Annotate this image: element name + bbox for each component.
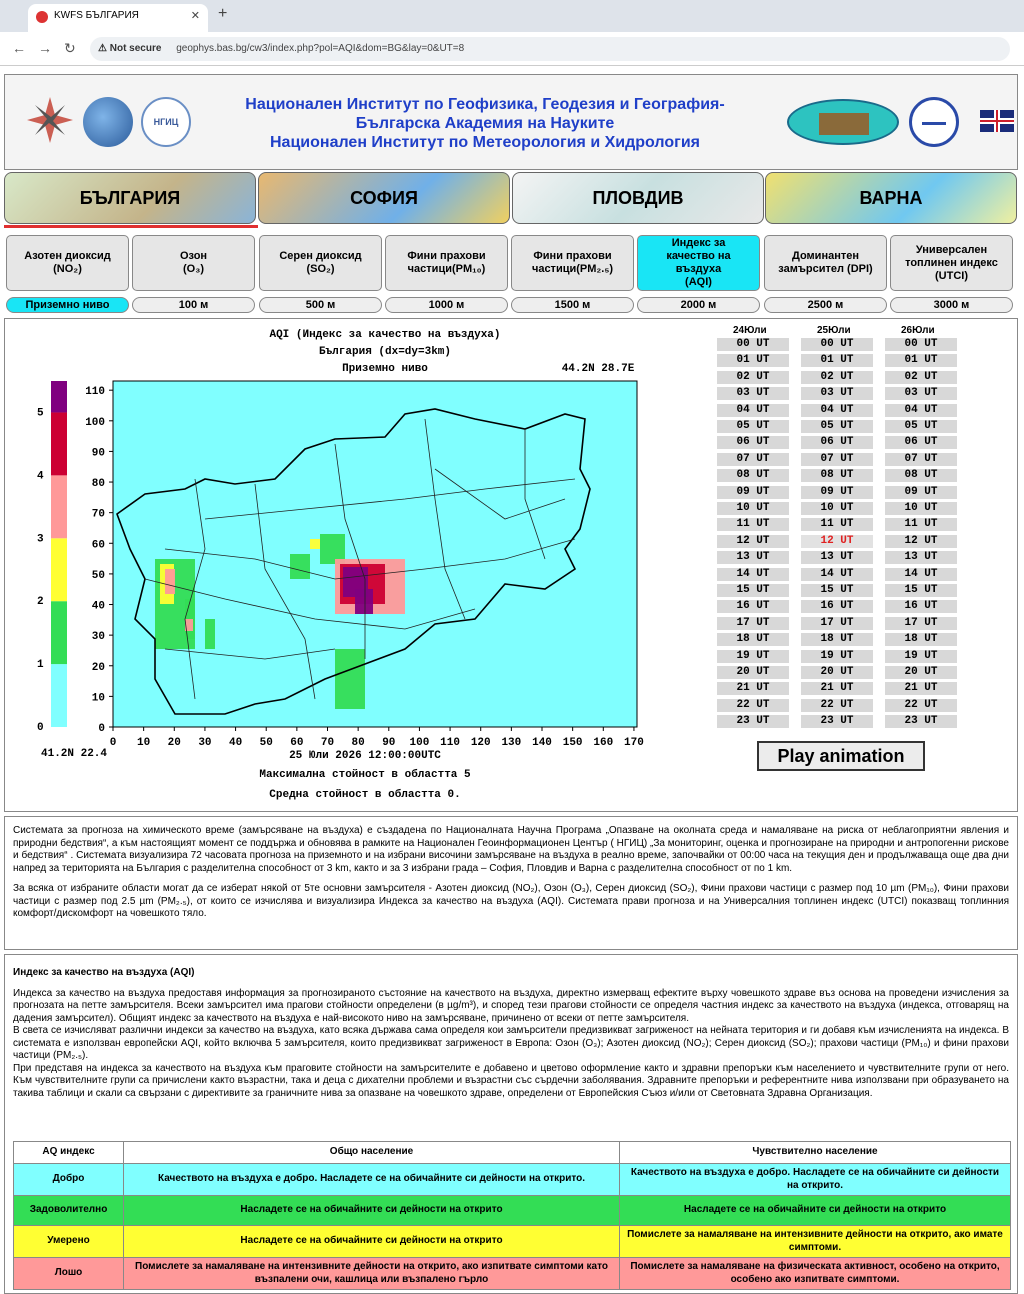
hour-button[interactable]: 19 UT — [885, 650, 957, 663]
table-cell-sensitive: Помислете за намаляване на интензивните дейности на открито, ако имате симптоми. — [620, 1226, 1011, 1258]
hour-button[interactable]: 01 UT — [801, 354, 873, 367]
table-cell-general: Качеството на въздуха е добро. Насладете се на обичайните си дейности на открито. — [124, 1164, 620, 1196]
pollutant-button-line: частици(PM₁₀) — [407, 263, 486, 275]
x-tick-label: 0 — [109, 737, 117, 749]
play-animation-button[interactable]: Play animation — [757, 741, 925, 771]
browser-tab[interactable] — [28, 4, 208, 32]
hour-button[interactable]: 05 UT — [801, 420, 873, 433]
pollutant-button-line: частици(PM₂.₅) — [531, 263, 614, 275]
x-tick-label: 20 — [167, 737, 181, 749]
header-title-line2: Българска Академия на Науките — [355, 115, 615, 132]
y-tick-label: 110 — [85, 386, 105, 399]
hour-button[interactable]: 03 UT — [717, 387, 789, 400]
map-level-label: Приземно ниво — [342, 363, 428, 375]
english-flag-icon[interactable] — [980, 110, 1014, 132]
hour-button[interactable]: 02 UT — [801, 371, 873, 384]
aqi-table — [13, 1141, 1011, 1290]
tab-sofia[interactable]: СОФИЯ — [258, 172, 510, 224]
not-secure-badge[interactable]: ⚠ Not secure — [98, 43, 162, 54]
table-cell-sensitive: Насладете се на обичайните си дейности на открито — [620, 1196, 1011, 1226]
pollutant-button-1[interactable] — [132, 235, 255, 291]
x-tick-label: 160 — [593, 737, 614, 749]
hour-button[interactable]: 15 UT — [717, 584, 789, 597]
scale-segment — [51, 412, 67, 475]
hour-button[interactable]: 06 UT — [717, 436, 789, 449]
table-row — [14, 1258, 1011, 1290]
level-button-6[interactable]: 2500 м — [764, 297, 887, 313]
scale-label: 0 — [37, 722, 44, 734]
table-row — [14, 1196, 1011, 1226]
x-tick-label: 110 — [440, 737, 460, 749]
pollutant-button-line: (NO₂) — [53, 263, 82, 275]
table-cell-name: Умерено — [14, 1226, 124, 1258]
header-title-line1: Национален Институт по Геофизика, Геодезия и География- — [245, 96, 725, 113]
info-paragraph-2: За всяка от избраните области могат да се изберат някой от 5те основни замърсителя - Азотен диоксид (NO₂), Озон (O₃), Серен диоксид (SO₂), Фини прахови частици с размер под 10 µm (PM₁₀), Фини прахови частици с размер под 2.5 µm (PM₂.₅), от които се изчислява и визуализира Индекса за качество на въздуха (AQI). Системата прави прогноза и на Универсалния топлинен индекс (UTCI) показващ топлинния комфорт/дискомфорт на човешкото тяло. — [13, 883, 1009, 919]
info-paragraph-1: Системата за прогноза на химическото време (замърсяване на въздуха) е създадена по Националната Научна Програма „Опазване на околната среда и намаляване на риска от неблагоприятни явления и природни бедствия“, а към настоящият момент се поддържа и обновява в рамките на Национален Геоинформационен Център ( НГИЦ) „За мониторинг, оценка и прогнозиране на природни и антропогенни рискове и бедствия“ . Системата визуализира 72 часовата прогноза на приземното и на избрани височини замърсяване на въздуха в реално време, започвайки от 00:00 часа на текущия ден и продължаваща още два дни напред за територията на България с разделителна способност от 3 km, както и за 3 избрани града – София, Пловдив и Варна с разделителна способност от по 1 km. — [13, 825, 1009, 874]
star-logo-icon — [25, 95, 75, 145]
table-cell-name: Задоволително — [14, 1196, 124, 1226]
hour-button[interactable]: 23 UT — [885, 715, 957, 728]
hour-button[interactable]: 16 UT — [801, 600, 873, 613]
favicon-icon — [36, 11, 48, 23]
day-header-0: 24Юли — [733, 325, 767, 336]
pollutant-button-line: (AQI) — [685, 276, 712, 288]
hour-button[interactable]: 12 UT — [717, 535, 789, 548]
hour-button[interactable]: 08 UT — [885, 469, 957, 482]
x-tick-label: 90 — [382, 737, 396, 749]
scale-segment — [51, 601, 67, 664]
hour-button[interactable]: 21 UT — [717, 682, 789, 695]
hour-button[interactable]: 13 UT — [801, 551, 873, 564]
map-datetime: 25 Юли 2026 12:00:00UTC — [289, 750, 441, 762]
hour-button[interactable]: 23 UT — [801, 715, 873, 728]
x-tick-label: 130 — [501, 737, 522, 749]
active-region-indicator — [4, 225, 258, 228]
hour-button[interactable]: 19 UT — [801, 650, 873, 663]
pollutant-button-2[interactable] — [259, 235, 382, 291]
table-header-index: AQ индекс — [14, 1142, 124, 1164]
hour-button[interactable]: 10 UT — [801, 502, 873, 515]
pollutant-button-4[interactable] — [511, 235, 634, 291]
hour-button[interactable]: 11 UT — [801, 518, 873, 531]
hour-button[interactable]: 12 UT — [885, 535, 957, 548]
url-input[interactable] — [90, 37, 1010, 61]
hour-button[interactable]: 00 UT — [801, 338, 873, 351]
level-button-4[interactable]: 1500 м — [511, 297, 634, 313]
hour-button[interactable]: 06 UT — [885, 436, 957, 449]
hour-button[interactable]: 18 UT — [885, 633, 957, 646]
hour-button[interactable]: 20 UT — [801, 666, 873, 679]
pollutant-button-line: качество на — [666, 250, 731, 262]
level-button-1[interactable]: 100 м — [132, 297, 255, 313]
hour-button[interactable]: 04 UT — [885, 404, 957, 417]
hour-button[interactable]: 13 UT — [717, 551, 789, 564]
ngic-logo-icon: НГИЦ — [141, 97, 191, 147]
y-tick-label: 100 — [85, 416, 105, 429]
table-cell-general: Насладете се на обичайните си дейности на открито — [124, 1196, 620, 1226]
table-header-sensitive: Чувствително население — [620, 1142, 1011, 1164]
aqi-map[interactable] — [5, 319, 705, 813]
hour-button[interactable]: 02 UT — [717, 371, 789, 384]
map-corner-ne: 44.2N 28.7E — [561, 363, 635, 375]
x-tick-label: 70 — [320, 737, 335, 749]
hour-button[interactable]: 01 UT — [717, 354, 789, 367]
table-cell-sensitive: Помислете за намаляване на физическата активност, особено на открито, особено ако изпитвате симптоми. — [620, 1258, 1011, 1290]
table-cell-sensitive: Качеството на въздуха е добро. Насладете се на обичайните си дейности на открито. — [620, 1164, 1011, 1196]
hour-button[interactable]: 21 UT — [801, 682, 873, 695]
hour-button[interactable]: 08 UT — [717, 469, 789, 482]
hour-button[interactable]: 07 UT — [717, 453, 789, 466]
hour-button[interactable]: 16 UT — [885, 600, 957, 613]
aqi-patch — [290, 554, 310, 579]
hour-button[interactable]: 23 UT — [717, 715, 789, 728]
hour-button[interactable]: 21 UT — [885, 682, 957, 695]
scale-label: 3 — [37, 533, 44, 546]
tab-plovdiv[interactable]: ПЛОВДИВ — [512, 172, 764, 224]
pollutant-button-line: Серен диоксид — [279, 250, 362, 262]
hour-button[interactable]: 14 UT — [717, 568, 789, 581]
aqi-paragraph-3: При представя на индекса за качеството на въздуха към праговите стойности на замърсителите е добавено и цветово оформление както и здравни препоръки към населението и чувствителните групи от него. Към чувствителните групи са причислени както възрастни, така и деца с дихателни проблеми и възрастни със сърдечни заболявания. Здравните препоръки и референтните нива използвани при образуването на такива таблици и скали са свързани с директивите за граничните нива за опазване на човешкото здраве, определени от Европейския Съюз и/или от Световната Здравна Организация. — [13, 1062, 1009, 1099]
pollutant-button-line: Фини прахови — [407, 250, 486, 262]
y-tick-label: 60 — [91, 539, 105, 552]
aqi-patch — [310, 539, 320, 549]
hour-button[interactable]: 03 UT — [801, 387, 873, 400]
day-header-1: 25Юли — [817, 325, 851, 336]
x-tick-label: 140 — [532, 737, 552, 749]
new-tab-icon[interactable]: + — [218, 5, 228, 22]
scale-label: 4 — [37, 470, 44, 483]
forward-icon[interactable]: → — [38, 40, 52, 56]
hour-button[interactable]: 01 UT — [885, 354, 957, 367]
x-tick-label: 80 — [351, 737, 365, 749]
tab-title: KWFS БЪЛГАРИЯ — [54, 10, 139, 21]
hour-button[interactable]: 16 UT — [717, 600, 789, 613]
y-tick-label: 90 — [91, 447, 105, 460]
hour-button[interactable]: 17 UT — [717, 617, 789, 630]
tab-varna[interactable]: ВАРНА — [765, 172, 1017, 224]
x-tick-label: 100 — [409, 737, 430, 749]
map-subtitle: България (dx=dy=3km) — [318, 346, 452, 358]
x-tick-label: 10 — [137, 737, 151, 749]
map-title: AQI (Индекс за качество на въздуха) — [269, 329, 501, 341]
hour-button[interactable]: 00 UT — [717, 338, 789, 351]
hour-button[interactable]: 17 UT — [801, 617, 873, 630]
scale-segment — [51, 381, 67, 412]
pollutant-button-3[interactable] — [385, 235, 508, 291]
hour-button[interactable]: 05 UT — [885, 420, 957, 433]
map-max-value: Максимална стойност в областта 5 — [259, 769, 471, 781]
y-tick-label: 70 — [91, 508, 105, 521]
y-tick-label: 10 — [91, 692, 105, 705]
scale-segment — [51, 664, 67, 727]
pollutant-button-line: Озон — [179, 250, 208, 262]
aqi-patch — [355, 589, 373, 614]
hour-button[interactable]: 05 UT — [717, 420, 789, 433]
hour-button[interactable]: 20 UT — [885, 666, 957, 679]
url-text: geophys.bas.bg/cw3/index.php?pol=AQI&dom=BG&lay=0&UT=8 — [176, 43, 465, 54]
tab-bulgaria[interactable]: БЪЛГАРИЯ — [4, 172, 256, 224]
hour-button[interactable]: 09 UT — [717, 486, 789, 499]
hour-button[interactable]: 22 UT — [801, 699, 873, 712]
hour-button[interactable]: 18 UT — [717, 633, 789, 646]
browser-tab-bar — [0, 0, 1024, 32]
header-title — [175, 95, 795, 152]
scale-label: 1 — [37, 659, 44, 672]
pollutant-button-line: (O₃) — [183, 263, 204, 275]
pollutant-button-line: Универсален — [915, 243, 988, 256]
site-header — [4, 74, 1018, 170]
hour-button[interactable]: 14 UT — [801, 568, 873, 581]
hour-button[interactable]: 04 UT — [801, 404, 873, 417]
hour-button[interactable]: 13 UT — [885, 551, 957, 564]
pollutant-button-line: Азотен диоксид — [24, 250, 111, 262]
system-info — [4, 816, 1018, 950]
aqi-section — [4, 954, 1018, 1294]
y-tick-label: 40 — [91, 600, 105, 613]
aqi-patch — [205, 619, 215, 649]
y-tick-label: 30 — [91, 631, 105, 644]
hour-button[interactable]: 11 UT — [717, 518, 789, 531]
hour-button[interactable]: 12 UT — [801, 535, 873, 548]
hour-button[interactable]: 22 UT — [717, 699, 789, 712]
hour-button[interactable]: 20 UT — [717, 666, 789, 679]
pollutant-button-line: топлинен индекс — [905, 256, 998, 269]
table-cell-general: Насладете се на обичайните си дейности на открито — [124, 1226, 620, 1258]
scale-segment — [51, 538, 67, 601]
day-header-2: 26Юли — [901, 325, 935, 336]
map-avg-value: Средна стойност в областта 0. — [269, 789, 461, 801]
hour-button[interactable]: 18 UT — [801, 633, 873, 646]
aqi-paragraph-1: Индекса за качество на въздуха предоставя информация за прогнозираното състояние на качеството на въздуха, директно измерващ ефектите върху човешкото здраве въз основа на проведени изчисления за прогнозата на петте замърсителя. Всеки замърсител има прагови стойности определени (в µg/m³), и според тези прагови стойности се определя частния индекс за качеството на въздуха (индекса, отговарящ на дадения замърсител). Общият индекс за качеството на въздуха е най-високото ниво на замърсяване, причинено от всеки от петте замърсителя. — [13, 987, 1009, 1024]
hour-button[interactable]: 06 UT — [801, 436, 873, 449]
map-background — [113, 381, 637, 727]
y-tick-label: 0 — [98, 723, 105, 735]
table-header-general: Общо население — [124, 1142, 620, 1164]
table-cell-name: Добро — [14, 1164, 124, 1196]
aqi-patch — [165, 569, 175, 594]
close-tab-icon[interactable]: ✕ — [190, 10, 200, 22]
table-cell-name: Лошо — [14, 1258, 124, 1290]
x-tick-label: 40 — [228, 737, 243, 749]
scale-label: 5 — [37, 407, 44, 420]
hour-button[interactable]: 04 UT — [717, 404, 789, 417]
pollutant-button-line: Фини прахови — [533, 250, 612, 262]
hour-button[interactable]: 11 UT — [885, 518, 957, 531]
pollutant-button-line: (UTCI) — [935, 269, 968, 282]
pollutant-button-0[interactable] — [6, 235, 129, 291]
hour-button[interactable]: 22 UT — [885, 699, 957, 712]
address-bar — [0, 32, 1024, 66]
level-button-7[interactable]: 3000 м — [890, 297, 1013, 313]
pollutant-button-5[interactable] — [637, 235, 760, 291]
level-button-0[interactable]: Приземно ниво — [6, 297, 129, 313]
hour-button[interactable]: 09 UT — [801, 486, 873, 499]
x-tick-label: 30 — [198, 737, 212, 749]
hour-button[interactable]: 07 UT — [885, 453, 957, 466]
pollutant-button-line: въздуха — [675, 263, 722, 275]
hour-button[interactable]: 15 UT — [885, 584, 957, 597]
hour-button[interactable]: 02 UT — [885, 371, 957, 384]
hour-button[interactable]: 19 UT — [717, 650, 789, 663]
hour-button[interactable]: 14 UT — [885, 568, 957, 581]
header-title-line3: Национален Институт по Метеорология и Хидрология — [270, 134, 700, 151]
x-tick-label: 60 — [290, 737, 304, 749]
map-panel — [4, 318, 1018, 812]
table-cell-general: Помислете за намаляване на интензивните дейности на открито, ако изпитвате симптоми като възпалени очи, кашлица или възпалено гърло — [124, 1258, 620, 1290]
geophysics-logo-icon — [83, 97, 133, 147]
pollutant-button-line: Доминантен — [792, 250, 859, 262]
level-button-5[interactable]: 2000 м — [637, 297, 760, 313]
aqi-paragraph-2: В света се изчисляват различни индекси за качество на въздуха, като всяка държава сама определя кои замърсители предизвикват загриженост на нейната територия и ги добавя към изчисленията на индекса. В системата е използван европейски AQI, който включва 5 замърсителя, които предизвикват загриженост в Европа: Озон (O₃); Азотен диоксид (NO₂); Серен диоксид (SO₂); прахови частици (PM₁₀) и фини прахови частици (PM₂.₅). — [13, 1025, 1009, 1061]
aqi-patch — [335, 649, 365, 709]
hour-button[interactable]: 00 UT — [885, 338, 957, 351]
y-tick-label: 80 — [91, 478, 105, 491]
x-tick-label: 170 — [624, 737, 644, 749]
pollutant-button-7[interactable] — [890, 235, 1013, 291]
pollutant-button-line: Индекс за — [671, 237, 726, 249]
hour-button[interactable]: 17 UT — [885, 617, 957, 630]
hour-button[interactable]: 09 UT — [885, 486, 957, 499]
y-tick-label: 20 — [91, 661, 105, 674]
x-tick-label: 150 — [562, 737, 583, 749]
nimh-logo-icon — [909, 97, 959, 147]
scale-label: 2 — [37, 596, 44, 609]
pollutant-button-line: замърсител (DPI) — [778, 263, 873, 275]
table-row — [14, 1164, 1011, 1196]
hour-button[interactable]: 07 UT — [801, 453, 873, 466]
scale-segment — [51, 475, 67, 538]
x-tick-label: 50 — [259, 737, 273, 749]
hour-button[interactable]: 03 UT — [885, 387, 957, 400]
map-corner-sw: 41.2N 22.4 — [41, 748, 108, 760]
aqi-heading: Индекс за качество на въздуха (AQI) — [13, 967, 195, 978]
reload-icon[interactable]: ↻ — [64, 40, 76, 56]
bas-building-logo-icon — [787, 99, 899, 145]
hour-button[interactable]: 10 UT — [885, 502, 957, 515]
pollutant-button-line: (SO₂) — [306, 263, 335, 275]
table-row — [14, 1226, 1011, 1258]
hour-button[interactable]: 08 UT — [801, 469, 873, 482]
level-button-2[interactable]: 500 м — [259, 297, 382, 313]
hour-button[interactable]: 15 UT — [801, 584, 873, 597]
pollutant-button-6[interactable] — [764, 235, 887, 291]
x-tick-label: 120 — [470, 737, 491, 749]
hour-button[interactable]: 10 UT — [717, 502, 789, 515]
back-icon[interactable]: ← — [12, 40, 26, 56]
level-button-3[interactable]: 1000 м — [385, 297, 508, 313]
y-tick-label: 50 — [91, 569, 105, 582]
